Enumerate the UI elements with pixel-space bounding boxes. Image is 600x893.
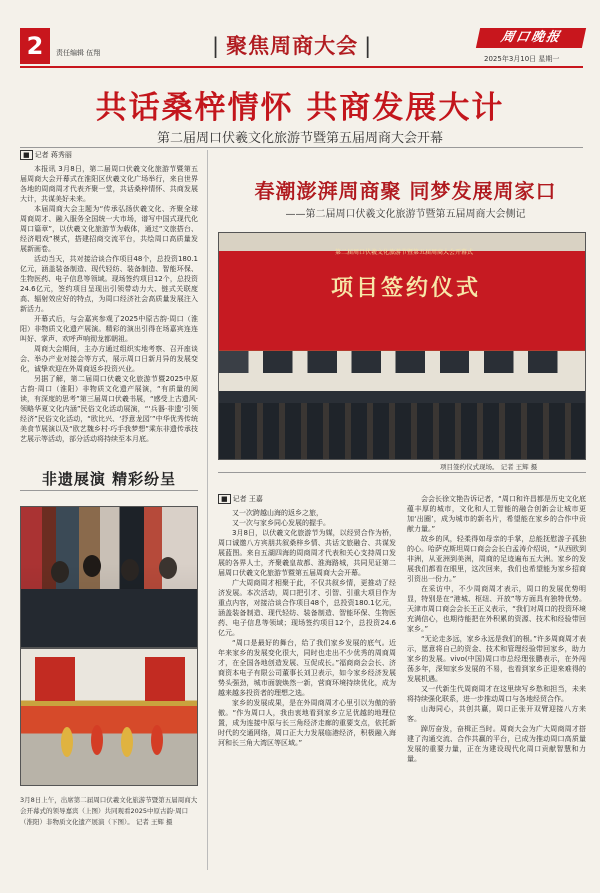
performer [121,727,133,757]
section-name [206,30,378,60]
audience-row [219,403,586,460]
left-paragraph: 另据了解，第二届周口伏羲文化旅游节暨2025中原古韵·周口（淮阳）非物质文化遗产展演，“有质量的阅读，有深度的思考”第三届周口伏羲书展，“感受上古遗风·领略华夏文化内涵”民俗文化活动展演，“‘兵器·非遗’引领经济”民俗文化活动，“欧比兴、‘抒意龙园’”中华优秀传统美食节展演以及“欧艺魏乡村·巧手我梦想”乘东非遗传承技艺展示等活动，部分活动将持续至本月底。 [20,375,198,443]
performer [151,725,163,755]
right-paragraph: 又一代新生代周商周才在这里续写乡愁和担当，未来将持续强化联系，进一步推动周口与各地经贸合作。 [407,685,586,703]
right-subheadline: ——第二届周口伏羲文化旅游节暨第五届周商大会侧记 [285,209,526,220]
section-label: 聚焦周商大会 [226,34,359,58]
left-paragraph: 本届周商大会主题为“传承弘扬伏羲文化、齐聚全球周商周才、融入服务全国统一大市场，谱写中国式现代化周口篇章”，以伏羲文化旅游节为载体，通过“文旅搭台、经济唱戏”模式，搭建招商交流平台，共绘周口高质量发展新画卷。 [20,205,198,253]
left-article [20,150,198,444]
left-reporter: ■ 记者 蒋秀丽 [20,150,198,160]
right-paragraph: 又一次与家乡同心发展的握手。 [232,519,330,527]
audience-row [21,589,198,648]
right-paragraph: 踔厉奋发，奋楫正当时。周商大会为广大周商周才搭建了沟通交流、合作共赢的平台，已成为推动周口高质量发展的重要力量，正在为建设现代化周口贡献智慧和力量。 [407,725,586,763]
right-paragraph: 在采访中，不少周商周才表示，周口的发展优势明显，特别是在“港城、枢纽、开放”等方面具有独特优势。天津市周口商会会长王正义表示，“我们对周口的投资环境充满信心，也期待能把在外积累的资源、技术和经验带回家乡。” [407,585,586,633]
left-paragraph: 开幕式后，与会嘉宾参观了2025中原古韵·周口（淮阳）非物质文化遗产展演。精彩的演出引得在场嘉宾连连叫好、掌声、欢呼声响彻龙都朝祖。 [20,315,198,343]
newspaper-logo: 周口晚报 [476,28,586,48]
performance-photo [20,648,198,786]
banner-title: 项目签约仪式 [330,276,481,301]
person-head [121,559,139,581]
right-rule [218,472,586,473]
signing-ceremony-photo [218,232,586,460]
audience-photo [20,506,198,648]
performer [91,725,103,755]
photo-caption: 项目签约仪式现场。 记者 王辉 摄 [440,463,538,471]
right-paragraph: 家乡的发展成果，是在外周商周才心里引以为傲的骄傲。“作为周口人，我由衷地看到家乡立足优越的地理位置，成为连接中原与长三角经济走廊的重要支点，依托新时代的交通网络，周口正大力发展临港经济，积极融入海河和长三角大湾区等区域。” [218,699,396,747]
person-head [159,557,177,579]
right-paragraph: 广大周商周才相聚于此，不仅共叙乡情，更推动了经济发展。本次活动，周口把引才、引智、引重大项目作为重点内容，对接洽谈合作项目48个，总投资180.1亿元，涵盖装备制造、现代轻纺、装备制造、智能环保、生物医药、电子信息等领域；现场签约项目12个，总投资24.6亿元。 [218,579,396,637]
column-divider [207,150,208,870]
right-article-column-1 [218,494,396,748]
editor-note: 责任编辑 伍翔 [56,49,101,57]
main-headline: 共话桑梓情怀 共商发展大计 [95,90,505,126]
main-subheadline: 第二届周口伏羲文化旅游节暨第五届周商大会开幕 [156,131,443,146]
left-paragraph: 周商大会期间，主办方通过组织实地考察、召开座谈会、举办产业对接会等方式，展示周口日新月异的发展变化，诚挚欢迎在外周商返乡投资兴业。 [20,345,198,373]
right-paragraph: “无论走多远，家乡永远是我们的根。”许多周商周才表示，愿意将自己的资金、技术和管理经验带回家乡，助力家乡的发展。vivo(中国)周口市总经理张鹏表示，在外闯荡多年，深知家乡发展的不易，也看到家乡正迎来难得的发展机遇。 [407,635,586,683]
right-paragraph: “周口是最好的舞台，给了我们家乡发展的底气。近年来家乡的发展变化很大，同时也走出不少优秀的周商周才，在全国各地创造发展、互促成长。”福商商会会长、济商资本电子有限公司董事长刘卫表示，如今家乡经济发展势头强劲，城市面貌焕然一新，营商环境持续优化，成为越来越多投资者的理想之选。 [218,639,396,697]
divider: | [364,34,373,58]
right-reporter: ■ 记者 王嘉 [218,494,396,504]
right-paragraph: 故乡的风，轻柔得如母亲的手掌，总能抚慰游子孤独的心。哈萨克斯坦周口商会会长白孟涛介绍说，“从西欧到非洲，从亚洲到美洲，周商的足迹遍布五大洲。家乡的发展我们都看在眼里，这次回来，我们也希望能为家乡招商引资出一份力。” [407,535,586,583]
feature-rule [20,490,198,491]
right-paragraph: 又一次跨越山海的返乡之旅， [232,509,323,517]
page-number: 2 [20,28,50,64]
right-paragraph: 3月8日，以伏羲文化旅游节为媒，以经贸合作为桥，周口诚邀八方宾朋共叙桑梓乡情、共话文旅融合、共谋发展蓝图。来自五湖四海的周商周才代表和关心支持周口发展的各界人士，齐聚羲皇故都、淮海路城，共同见证第二届周口伏羲文化旅游节暨第五届周商大会开幕。 [218,529,396,577]
banner-subtitle: 第二届周口伏羲文化旅游节暨第五届周商大会开幕式 [334,249,473,256]
stage-banner [145,657,185,701]
right-paragraph: 会会长徐文艳告诉记者，“周口和许昌都是历史文化底蕴丰厚的城市，文化和人工智能的融合创新会让城市更加‘出圈’，成为城市的新名片，希望能在家乡的合作中贡献力量。” [407,495,586,533]
left-paragraph: 本报讯 3月8日，第二届周口伏羲文化旅游节暨第五届周商大会开幕式在淮阳区伏羲文化广场举行，来自世界各地的周商周才代表齐聚一堂，共话桑梓情怀、共商发展大计，共谋美好未来。 [20,165,198,203]
person-head [51,561,69,583]
person-head [83,555,101,577]
right-article-column-2 [407,494,586,764]
divider: | [212,34,221,58]
left-paragraph: 活动当天，共对接洽谈合作项目48个，总投资180.1亿元，涵盖装备制造、现代轻纺、装备制造、智能环保、生物医药、电子信息等领域。现场签约项目12个，总投资24.6亿元，签约项目呈现出引领带动力大、链式关联度高、辐射效应好的特点，为周口经济社会高质量发展注入新活力。 [20,255,198,313]
stage-banner [35,657,75,701]
masthead-rule [20,66,583,68]
feature-caption: 3月8日上午，出席第二届周口伏羲文化旅游节暨第五届周商大会开幕式的领导嘉宾（上图）共同观看2025中原古韵·周口（淮阳）非物质文化遗产展演（下图）。 记者 王辉 摄 [20,796,198,826]
performer [61,727,73,757]
feature-title: 非遗展演 精彩纷呈 [41,470,177,488]
headline-rule [20,147,583,148]
signing-row [219,351,586,373]
right-headline: 春潮澎湃周商聚 同梦发展周家口 [254,179,557,203]
right-paragraph: 山海同心，共创共赢，周口正张开双臂迎接八方来客。 [407,705,586,723]
issue-date: 2025年3月10日 星期一 [484,55,560,63]
